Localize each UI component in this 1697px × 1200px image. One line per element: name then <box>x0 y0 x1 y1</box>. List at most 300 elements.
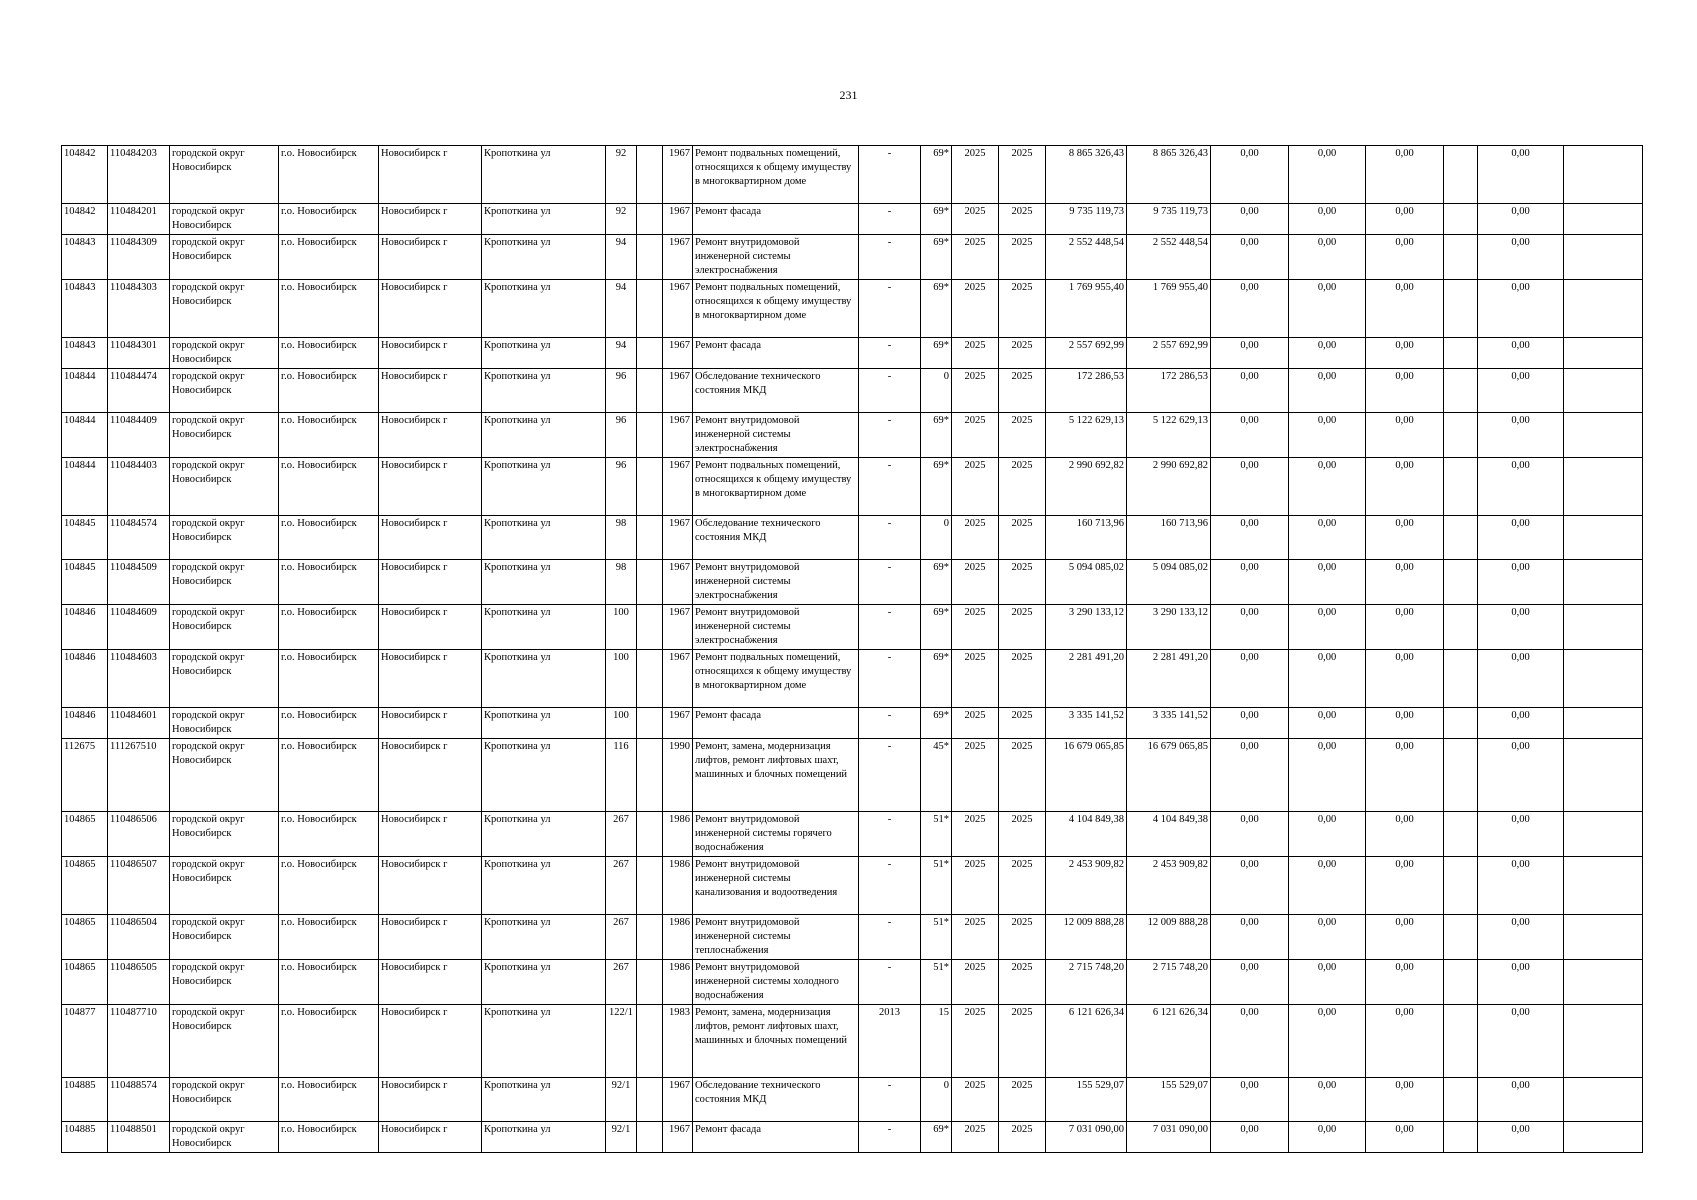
cell-municipal-short: г.о. Новосибирск <box>279 960 379 1005</box>
cell-municipal-short: г.о. Новосибирск <box>279 857 379 915</box>
cell-owners-funds: 0,00 <box>1478 369 1564 413</box>
cell-work-id: 111267510 <box>108 739 170 812</box>
cell-budget-local: 0,00 <box>1366 413 1444 458</box>
cell-work-id: 110484203 <box>108 146 170 204</box>
cell-last-repair-year: - <box>859 605 921 650</box>
cell-building <box>637 516 663 560</box>
cell-municipal-short: г.о. Новосибирск <box>279 708 379 739</box>
cell-work-type: Ремонт внутридомовой инженерной системы теплоснабжения <box>693 915 859 960</box>
table-row <box>62 1122 1643 1153</box>
cell-owners-funds: 0,00 <box>1478 960 1564 1005</box>
cell-lot-id: 104844 <box>62 413 108 458</box>
cell-street: Кропоткина ул <box>482 960 606 1005</box>
cell-last-repair-year: - <box>859 560 921 605</box>
cell-year-built: 1986 <box>663 915 693 960</box>
cell-regional-fund-cost: 2 557 692,99 <box>1127 338 1211 369</box>
cell-plan-year-start: 2025 <box>952 960 999 1005</box>
cell-last-repair-year: - <box>859 812 921 857</box>
cell-regional-fund-cost: 5 094 085,02 <box>1127 560 1211 605</box>
cell-blank-col <box>1444 516 1478 560</box>
cell-budget-regional: 0,00 <box>1289 605 1366 650</box>
cell-building <box>637 204 663 235</box>
cell-total-cost: 1 769 955,40 <box>1046 280 1127 338</box>
cell-owners-funds: 0,00 <box>1478 146 1564 204</box>
cell-budget-federal: 0,00 <box>1211 1122 1289 1153</box>
cell-last-repair-year: - <box>859 280 921 338</box>
cell-plan-year-end: 2025 <box>999 146 1046 204</box>
cell-work-id: 110484301 <box>108 338 170 369</box>
cell-blank-col <box>1444 739 1478 812</box>
cell-building <box>637 369 663 413</box>
cell-total-cost: 2 715 748,20 <box>1046 960 1127 1005</box>
cell-regional-fund-cost: 3 335 141,52 <box>1127 708 1211 739</box>
cell-building <box>637 650 663 708</box>
cell-budget-local: 0,00 <box>1366 560 1444 605</box>
cell-lot-id: 104865 <box>62 812 108 857</box>
cell-total-cost: 2 552 448,54 <box>1046 235 1127 280</box>
cell-budget-regional: 0,00 <box>1289 338 1366 369</box>
cell-settlement: Новосибирск г <box>379 960 482 1005</box>
cell-blank-col <box>1444 708 1478 739</box>
cell-budget-regional: 0,00 <box>1289 516 1366 560</box>
cell-budget-federal: 0,00 <box>1211 560 1289 605</box>
cell-plan-year-end: 2025 <box>999 708 1046 739</box>
cell-building <box>637 739 663 812</box>
cell-municipality: городской округ Новосибирск <box>170 204 279 235</box>
cell-work-type: Ремонт подвальных помещений, относящихся к общему имуществу в многоквартирном доме <box>693 146 859 204</box>
cell-work-id: 110486505 <box>108 960 170 1005</box>
cell-total-cost: 2 453 909,82 <box>1046 857 1127 915</box>
cell-plan-year-end: 2025 <box>999 812 1046 857</box>
cell-lot-id: 104877 <box>62 1005 108 1078</box>
cell-last-repair-year: - <box>859 204 921 235</box>
cell-street: Кропоткина ул <box>482 857 606 915</box>
cell-municipality: городской округ Новосибирск <box>170 739 279 812</box>
cell-municipality: городской округ Новосибирск <box>170 413 279 458</box>
cell-street: Кропоткина ул <box>482 338 606 369</box>
table-row <box>62 812 1643 857</box>
cell-last-repair-year: - <box>859 413 921 458</box>
cell-wear-percent: 51* <box>921 960 952 1005</box>
cell-settlement: Новосибирск г <box>379 605 482 650</box>
cell-owners-funds: 0,00 <box>1478 516 1564 560</box>
cell-budget-regional: 0,00 <box>1289 146 1366 204</box>
table-row <box>62 605 1643 650</box>
table-row <box>62 708 1643 739</box>
cell-extra-col <box>1564 338 1643 369</box>
cell-plan-year-start: 2025 <box>952 560 999 605</box>
cell-plan-year-end: 2025 <box>999 280 1046 338</box>
cell-blank-col <box>1444 280 1478 338</box>
cell-last-repair-year: - <box>859 235 921 280</box>
cell-wear-percent: 0 <box>921 369 952 413</box>
cell-building <box>637 812 663 857</box>
cell-budget-regional: 0,00 <box>1289 1078 1366 1122</box>
cell-extra-col <box>1564 708 1643 739</box>
table-row <box>62 1078 1643 1122</box>
cell-street: Кропоткина ул <box>482 560 606 605</box>
cell-lot-id: 104845 <box>62 516 108 560</box>
cell-budget-local: 0,00 <box>1366 280 1444 338</box>
cell-building <box>637 413 663 458</box>
cell-plan-year-end: 2025 <box>999 650 1046 708</box>
cell-lot-id: 104844 <box>62 458 108 516</box>
cell-budget-local: 0,00 <box>1366 915 1444 960</box>
cell-extra-col <box>1564 280 1643 338</box>
cell-regional-fund-cost: 9 735 119,73 <box>1127 204 1211 235</box>
cell-settlement: Новосибирск г <box>379 338 482 369</box>
cell-wear-percent: 15 <box>921 1005 952 1078</box>
cell-work-id: 110486506 <box>108 812 170 857</box>
cell-owners-funds: 0,00 <box>1478 605 1564 650</box>
cell-plan-year-end: 2025 <box>999 413 1046 458</box>
cell-year-built: 1983 <box>663 1005 693 1078</box>
cell-owners-funds: 0,00 <box>1478 338 1564 369</box>
cell-municipal-short: г.о. Новосибирск <box>279 280 379 338</box>
cell-wear-percent: 69* <box>921 605 952 650</box>
cell-street: Кропоткина ул <box>482 413 606 458</box>
cell-wear-percent: 0 <box>921 516 952 560</box>
cell-municipality: городской округ Новосибирск <box>170 708 279 739</box>
cell-total-cost: 160 713,96 <box>1046 516 1127 560</box>
cell-municipal-short: г.о. Новосибирск <box>279 369 379 413</box>
cell-house-number: 267 <box>606 857 637 915</box>
cell-extra-col <box>1564 413 1643 458</box>
cell-settlement: Новосибирск г <box>379 235 482 280</box>
cell-work-type: Ремонт фасада <box>693 338 859 369</box>
cell-plan-year-end: 2025 <box>999 338 1046 369</box>
cell-total-cost: 16 679 065,85 <box>1046 739 1127 812</box>
cell-blank-col <box>1444 458 1478 516</box>
cell-wear-percent: 69* <box>921 708 952 739</box>
cell-street: Кропоткина ул <box>482 369 606 413</box>
cell-plan-year-start: 2025 <box>952 413 999 458</box>
cell-budget-regional: 0,00 <box>1289 1122 1366 1153</box>
cell-street: Кропоткина ул <box>482 739 606 812</box>
cell-building <box>637 915 663 960</box>
cell-owners-funds: 0,00 <box>1478 1005 1564 1078</box>
cell-work-type: Ремонт фасада <box>693 708 859 739</box>
cell-blank-col <box>1444 560 1478 605</box>
cell-budget-federal: 0,00 <box>1211 605 1289 650</box>
cell-blank-col <box>1444 650 1478 708</box>
cell-municipal-short: г.о. Новосибирск <box>279 413 379 458</box>
cell-municipal-short: г.о. Новосибирск <box>279 1078 379 1122</box>
cell-building <box>637 960 663 1005</box>
cell-plan-year-start: 2025 <box>952 369 999 413</box>
cell-house-number: 98 <box>606 516 637 560</box>
cell-municipality: городской округ Новосибирск <box>170 1078 279 1122</box>
cell-work-id: 110486504 <box>108 915 170 960</box>
cell-owners-funds: 0,00 <box>1478 812 1564 857</box>
cell-year-built: 1986 <box>663 857 693 915</box>
cell-street: Кропоткина ул <box>482 516 606 560</box>
cell-work-id: 110484303 <box>108 280 170 338</box>
cell-house-number: 94 <box>606 338 637 369</box>
cell-house-number: 96 <box>606 458 637 516</box>
cell-plan-year-end: 2025 <box>999 560 1046 605</box>
cell-blank-col <box>1444 146 1478 204</box>
cell-municipality: городской округ Новосибирск <box>170 915 279 960</box>
cell-blank-col <box>1444 1122 1478 1153</box>
cell-lot-id: 104846 <box>62 650 108 708</box>
cell-lot-id: 104845 <box>62 560 108 605</box>
cell-blank-col <box>1444 1005 1478 1078</box>
cell-owners-funds: 0,00 <box>1478 915 1564 960</box>
cell-budget-federal: 0,00 <box>1211 146 1289 204</box>
cell-blank-col <box>1444 338 1478 369</box>
cell-settlement: Новосибирск г <box>379 1005 482 1078</box>
cell-municipality: городской округ Новосибирск <box>170 338 279 369</box>
cell-lot-id: 104865 <box>62 960 108 1005</box>
cell-blank-col <box>1444 204 1478 235</box>
cell-work-type: Ремонт, замена, модернизация лифтов, ремонт лифтовых шахт, машинных и блочных помещений <box>693 739 859 812</box>
cell-lot-id: 104885 <box>62 1122 108 1153</box>
cell-year-built: 1967 <box>663 516 693 560</box>
cell-regional-fund-cost: 12 009 888,28 <box>1127 915 1211 960</box>
cell-budget-federal: 0,00 <box>1211 1078 1289 1122</box>
cell-plan-year-start: 2025 <box>952 812 999 857</box>
cell-extra-col <box>1564 1005 1643 1078</box>
cell-house-number: 267 <box>606 812 637 857</box>
cell-last-repair-year: - <box>859 369 921 413</box>
cell-budget-local: 0,00 <box>1366 1005 1444 1078</box>
cell-municipality: городской округ Новосибирск <box>170 458 279 516</box>
cell-year-built: 1967 <box>663 605 693 650</box>
cell-work-type: Ремонт подвальных помещений, относящихся к общему имуществу в многоквартирном доме <box>693 650 859 708</box>
cell-wear-percent: 51* <box>921 915 952 960</box>
cell-plan-year-end: 2025 <box>999 739 1046 812</box>
cell-municipal-short: г.о. Новосибирск <box>279 812 379 857</box>
cell-wear-percent: 51* <box>921 812 952 857</box>
table-row <box>62 650 1643 708</box>
cell-work-id: 110484474 <box>108 369 170 413</box>
cell-budget-federal: 0,00 <box>1211 812 1289 857</box>
cell-settlement: Новосибирск г <box>379 708 482 739</box>
cell-work-type: Ремонт подвальных помещений, относящихся к общему имуществу в многоквартирном доме <box>693 458 859 516</box>
cell-wear-percent: 69* <box>921 338 952 369</box>
cell-work-type: Обследование технического состояния МКД <box>693 516 859 560</box>
cell-building <box>637 1078 663 1122</box>
cell-street: Кропоткина ул <box>482 146 606 204</box>
cell-budget-regional: 0,00 <box>1289 650 1366 708</box>
table-row <box>62 739 1643 812</box>
cell-budget-federal: 0,00 <box>1211 338 1289 369</box>
cell-extra-col <box>1564 915 1643 960</box>
cell-wear-percent: 69* <box>921 1122 952 1153</box>
cell-building <box>637 1005 663 1078</box>
cell-house-number: 100 <box>606 605 637 650</box>
cell-budget-local: 0,00 <box>1366 369 1444 413</box>
cell-house-number: 98 <box>606 560 637 605</box>
cell-regional-fund-cost: 4 104 849,38 <box>1127 812 1211 857</box>
cell-budget-federal: 0,00 <box>1211 369 1289 413</box>
cell-work-type: Обследование технического состояния МКД <box>693 1078 859 1122</box>
cell-owners-funds: 0,00 <box>1478 413 1564 458</box>
cell-total-cost: 3 335 141,52 <box>1046 708 1127 739</box>
cell-total-cost: 5 122 629,13 <box>1046 413 1127 458</box>
cell-lot-id: 104846 <box>62 605 108 650</box>
cell-municipal-short: г.о. Новосибирск <box>279 516 379 560</box>
cell-municipality: городской округ Новосибирск <box>170 650 279 708</box>
cell-municipal-short: г.о. Новосибирск <box>279 235 379 280</box>
cell-plan-year-start: 2025 <box>952 739 999 812</box>
cell-wear-percent: 69* <box>921 458 952 516</box>
cell-budget-federal: 0,00 <box>1211 204 1289 235</box>
cell-budget-regional: 0,00 <box>1289 857 1366 915</box>
cell-wear-percent: 69* <box>921 204 952 235</box>
cell-plan-year-start: 2025 <box>952 235 999 280</box>
table-row <box>62 516 1643 560</box>
cell-municipality: городской округ Новосибирск <box>170 1122 279 1153</box>
cell-work-type: Обследование технического состояния МКД <box>693 369 859 413</box>
cell-municipality: городской округ Новосибирск <box>170 857 279 915</box>
cell-plan-year-end: 2025 <box>999 458 1046 516</box>
cell-wear-percent: 45* <box>921 739 952 812</box>
cell-year-built: 1967 <box>663 338 693 369</box>
cell-wear-percent: 69* <box>921 560 952 605</box>
cell-house-number: 94 <box>606 235 637 280</box>
cell-budget-local: 0,00 <box>1366 204 1444 235</box>
cell-blank-col <box>1444 857 1478 915</box>
cell-year-built: 1967 <box>663 369 693 413</box>
cell-municipal-short: г.о. Новосибирск <box>279 1122 379 1153</box>
table-row <box>62 146 1643 204</box>
cell-total-cost: 8 865 326,43 <box>1046 146 1127 204</box>
cell-budget-regional: 0,00 <box>1289 708 1366 739</box>
cell-blank-col <box>1444 605 1478 650</box>
cell-settlement: Новосибирск г <box>379 413 482 458</box>
cell-municipality: городской округ Новосибирск <box>170 280 279 338</box>
cell-work-id: 110484309 <box>108 235 170 280</box>
cell-house-number: 100 <box>606 650 637 708</box>
cell-plan-year-start: 2025 <box>952 146 999 204</box>
cell-plan-year-start: 2025 <box>952 280 999 338</box>
cell-last-repair-year: - <box>859 458 921 516</box>
cell-owners-funds: 0,00 <box>1478 650 1564 708</box>
cell-total-cost: 155 529,07 <box>1046 1078 1127 1122</box>
cell-owners-funds: 0,00 <box>1478 280 1564 338</box>
cell-lot-id: 112675 <box>62 739 108 812</box>
cell-extra-col <box>1564 650 1643 708</box>
cell-blank-col <box>1444 915 1478 960</box>
cell-plan-year-end: 2025 <box>999 235 1046 280</box>
cell-house-number: 267 <box>606 960 637 1005</box>
cell-year-built: 1967 <box>663 650 693 708</box>
cell-municipality: городской округ Новосибирск <box>170 146 279 204</box>
cell-settlement: Новосибирск г <box>379 146 482 204</box>
table-row <box>62 235 1643 280</box>
cell-street: Кропоткина ул <box>482 1122 606 1153</box>
cell-regional-fund-cost: 3 290 133,12 <box>1127 605 1211 650</box>
cell-last-repair-year: - <box>859 1078 921 1122</box>
cell-budget-local: 0,00 <box>1366 458 1444 516</box>
cell-last-repair-year: - <box>859 739 921 812</box>
cell-regional-fund-cost: 16 679 065,85 <box>1127 739 1211 812</box>
cell-regional-fund-cost: 1 769 955,40 <box>1127 280 1211 338</box>
cell-extra-col <box>1564 458 1643 516</box>
cell-house-number: 94 <box>606 280 637 338</box>
cell-settlement: Новосибирск г <box>379 516 482 560</box>
cell-budget-regional: 0,00 <box>1289 812 1366 857</box>
cell-street: Кропоткина ул <box>482 235 606 280</box>
cell-house-number: 100 <box>606 708 637 739</box>
cell-blank-col <box>1444 369 1478 413</box>
cell-budget-federal: 0,00 <box>1211 650 1289 708</box>
cell-municipality: городской округ Новосибирск <box>170 369 279 413</box>
cell-lot-id: 104844 <box>62 369 108 413</box>
cell-budget-federal: 0,00 <box>1211 708 1289 739</box>
cell-settlement: Новосибирск г <box>379 369 482 413</box>
cell-plan-year-end: 2025 <box>999 369 1046 413</box>
cell-budget-regional: 0,00 <box>1289 915 1366 960</box>
cell-house-number: 96 <box>606 413 637 458</box>
cell-regional-fund-cost: 2 715 748,20 <box>1127 960 1211 1005</box>
table-row <box>62 560 1643 605</box>
cell-plan-year-end: 2025 <box>999 1122 1046 1153</box>
cell-total-cost: 6 121 626,34 <box>1046 1005 1127 1078</box>
cell-budget-local: 0,00 <box>1366 1122 1444 1153</box>
cell-house-number: 92/1 <box>606 1078 637 1122</box>
table-row <box>62 204 1643 235</box>
cell-work-type: Ремонт подвальных помещений, относящихся к общему имуществу в многоквартирном доме <box>693 280 859 338</box>
cell-work-type: Ремонт внутридомовой инженерной системы электроснабжения <box>693 605 859 650</box>
cell-extra-col <box>1564 812 1643 857</box>
cell-wear-percent: 69* <box>921 146 952 204</box>
cell-lot-id: 104885 <box>62 1078 108 1122</box>
cell-extra-col <box>1564 560 1643 605</box>
cell-lot-id: 104843 <box>62 235 108 280</box>
cell-work-id: 110484409 <box>108 413 170 458</box>
cell-plan-year-end: 2025 <box>999 960 1046 1005</box>
cell-regional-fund-cost: 160 713,96 <box>1127 516 1211 560</box>
cell-work-id: 110484403 <box>108 458 170 516</box>
cell-municipality: городской округ Новосибирск <box>170 960 279 1005</box>
cell-owners-funds: 0,00 <box>1478 560 1564 605</box>
cell-work-type: Ремонт внутридомовой инженерной системы горячего водоснабжения <box>693 812 859 857</box>
cell-house-number: 92 <box>606 146 637 204</box>
table-row <box>62 960 1643 1005</box>
cell-municipal-short: г.о. Новосибирск <box>279 146 379 204</box>
cell-settlement: Новосибирск г <box>379 560 482 605</box>
cell-budget-regional: 0,00 <box>1289 413 1366 458</box>
cell-municipality: городской округ Новосибирск <box>170 605 279 650</box>
cell-settlement: Новосибирск г <box>379 1078 482 1122</box>
cell-total-cost: 2 990 692,82 <box>1046 458 1127 516</box>
cell-budget-regional: 0,00 <box>1289 739 1366 812</box>
cell-budget-local: 0,00 <box>1366 708 1444 739</box>
cell-plan-year-end: 2025 <box>999 516 1046 560</box>
cell-municipal-short: г.о. Новосибирск <box>279 739 379 812</box>
cell-budget-local: 0,00 <box>1366 650 1444 708</box>
cell-street: Кропоткина ул <box>482 280 606 338</box>
cell-budget-regional: 0,00 <box>1289 369 1366 413</box>
cell-total-cost: 2 557 692,99 <box>1046 338 1127 369</box>
cell-budget-local: 0,00 <box>1366 605 1444 650</box>
cell-owners-funds: 0,00 <box>1478 857 1564 915</box>
cell-lot-id: 104865 <box>62 915 108 960</box>
cell-extra-col <box>1564 1122 1643 1153</box>
cell-settlement: Новосибирск г <box>379 739 482 812</box>
cell-total-cost: 7 031 090,00 <box>1046 1122 1127 1153</box>
cell-building <box>637 560 663 605</box>
cell-work-type: Ремонт внутридомовой инженерной системы электроснабжения <box>693 413 859 458</box>
cell-budget-regional: 0,00 <box>1289 204 1366 235</box>
cell-owners-funds: 0,00 <box>1478 1078 1564 1122</box>
cell-plan-year-end: 2025 <box>999 1005 1046 1078</box>
cell-house-number: 96 <box>606 369 637 413</box>
cell-building <box>637 1122 663 1153</box>
